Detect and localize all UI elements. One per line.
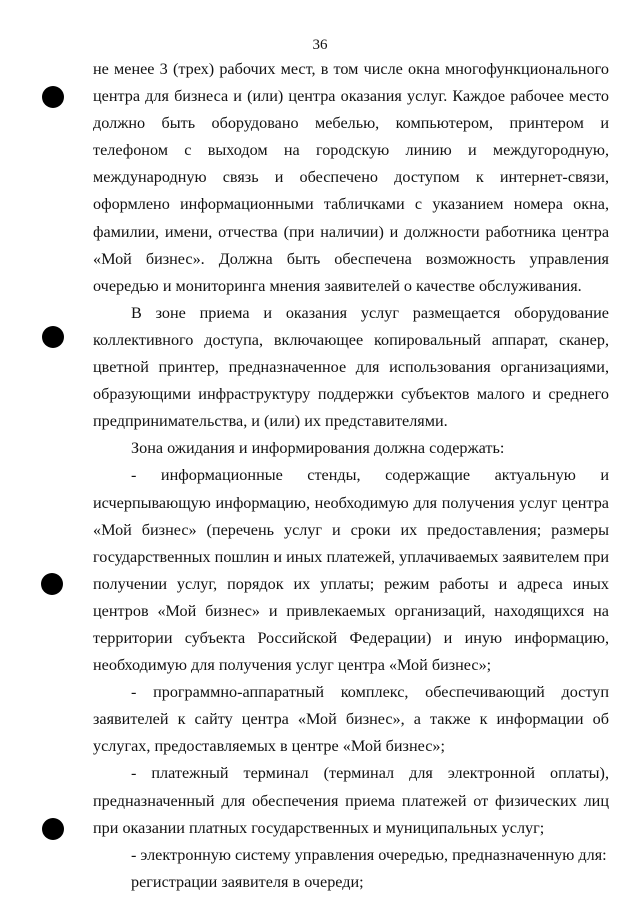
punch-hole-2 [42, 326, 64, 348]
paragraph: не менее 3 (трех) рабочих мест, в том числе окна многофункционального центра для бизнеса и (или) центра оказания услуг. Каждое рабочее место должно быть оборудовано мебелью, компьютером, принтером и телефоном с выходом на городскую линию и междугородную, международную связь и обеспечено доступом к интернет-связи, оформлено информационными табличками с указанием номера окна, фамилии, имени, отчества (при наличии) и должности работника центра «Мой бизнес». Должна быть обеспечена возможность управления очередью и мониторинга мнения заявителей о качестве обслуживания. [93, 60, 609, 295]
list-item: - программно-аппаратный комплекс, обеспечивающий доступ заявителей к сайту центра «Мой бизнес», а также к информации об услугах, предоставляемых в центре «Мой бизнес»; [93, 683, 609, 756]
paragraph: В зоне приема и оказания услуг размещается оборудование коллективного доступа, включающее копировальный аппарат, сканер, цветной принтер, предназначенное для использования организациями, образующими инфраструктуру поддержки субъектов малого и среднего предпринимательства, и (или) их представителями. [93, 303, 609, 431]
page-number: 36 [312, 37, 328, 53]
paragraph: регистрации заявителя в очереди; [131, 872, 364, 891]
list-item: - платежный терминал (терминал для электронной оплаты), предназначенный для обеспечения приема платежей от физических лиц при оказании платных государственных и муниципальных услуг; [93, 764, 609, 837]
punch-hole-4 [42, 818, 64, 840]
document-body [93, 56, 609, 896]
punch-hole-3 [41, 573, 63, 595]
list-item: - информационные стенды, содержащие актуальную и исчерпывающую информацию, необходимую для получения услуг центра «Мой бизнес» (перечень услуг и сроки их предоставления; размеры государственных пошлин и иных платежей, уплачиваемых заявителем при получении услуг, порядок их уплаты; режим работы и адреса иных центров «Мой бизнес» и привлекаемых организаций, находящихся на территории субъекта Российской Федерации) и иную информацию, необходимую для получения услуг центра «Мой бизнес»; [93, 466, 609, 675]
paragraph: Зона ожидания и информирования должна содержать: [131, 439, 505, 458]
punch-hole-1 [42, 86, 64, 108]
list-item: - электронную систему управления очередью, предназначенную для: [131, 845, 607, 864]
